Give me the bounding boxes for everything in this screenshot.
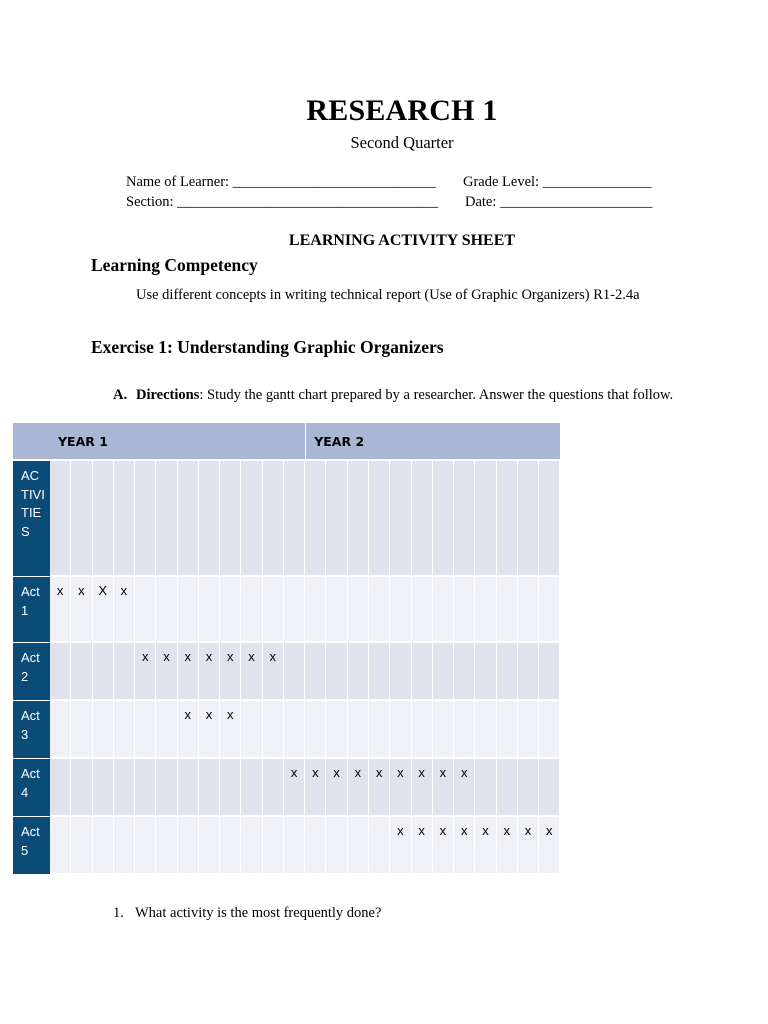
gantt-mark — [114, 817, 135, 875]
gantt-mark — [326, 817, 347, 875]
gantt-mark — [497, 701, 518, 759]
gantt-cell — [93, 461, 114, 577]
gantt-chart — [13, 423, 560, 875]
gantt-mark: x — [156, 643, 177, 701]
gantt-mark — [412, 577, 433, 643]
gantt-mark — [71, 817, 92, 875]
gantt-mark — [93, 759, 114, 817]
directions-item — [113, 386, 679, 404]
gantt-mark — [454, 701, 475, 759]
gantt-mark — [135, 759, 156, 817]
grade-level-field: Grade Level: _______________ — [463, 174, 652, 190]
gantt-mark: x — [433, 817, 454, 875]
gantt-mark — [454, 577, 475, 643]
gantt-mark — [518, 577, 539, 643]
gantt-mark — [114, 759, 135, 817]
gantt-mark — [135, 701, 156, 759]
competency-text: Use different concepts in writing technical report (Use of Graphic Organizers) R1-2.4a — [136, 287, 640, 303]
gantt-cell — [199, 461, 220, 577]
gantt-mark — [518, 643, 539, 701]
gantt-mark — [71, 643, 92, 701]
gantt-mark: x — [497, 817, 518, 875]
gantt-mark — [518, 759, 539, 817]
gantt-cell — [50, 461, 71, 577]
gantt-mark — [369, 817, 390, 875]
gantt-mark: x — [220, 701, 241, 759]
activity-label: Act 4 — [13, 759, 50, 817]
gantt-mark — [497, 577, 518, 643]
gantt-mark: x — [539, 817, 560, 875]
gantt-cell — [369, 461, 390, 577]
gantt-mark — [369, 643, 390, 701]
section-field: Section: ____________________________________ — [126, 194, 439, 210]
gantt-mark: x — [220, 643, 241, 701]
gantt-cell — [348, 461, 369, 577]
gantt-mark — [348, 817, 369, 875]
gantt-mark — [135, 577, 156, 643]
gantt-mark — [539, 701, 560, 759]
exercise-heading: Exercise 1: Understanding Graphic Organizers — [91, 337, 444, 357]
gantt-mark — [348, 577, 369, 643]
gantt-mark — [284, 817, 305, 875]
gantt-mark — [263, 817, 284, 875]
gantt-mark: x — [518, 817, 539, 875]
gantt-mark — [93, 701, 114, 759]
gantt-cell — [454, 461, 475, 577]
activity-label: Act 2 — [13, 643, 50, 701]
gantt-cell — [390, 461, 411, 577]
activity-row — [13, 643, 560, 701]
gantt-cell — [539, 461, 560, 577]
directions-text: : Study the gantt chart prepared by a researcher. Answer the questions that follow. — [199, 387, 674, 403]
gantt-mark — [412, 701, 433, 759]
gantt-mark — [305, 643, 326, 701]
gantt-mark: x — [241, 643, 262, 701]
gantt-mark — [93, 817, 114, 875]
sheet-title: LEARNING ACTIVITY SHEET — [288, 232, 516, 249]
gantt-mark — [263, 577, 284, 643]
gantt-mark — [114, 643, 135, 701]
gantt-cell — [412, 461, 433, 577]
gantt-cell — [178, 461, 199, 577]
gantt-mark — [305, 577, 326, 643]
gantt-mark — [326, 643, 347, 701]
gantt-mark — [50, 643, 71, 701]
gantt-mark — [475, 759, 496, 817]
competency-heading: Learning Competency — [91, 255, 258, 275]
year-header-1: YEAR 1 — [50, 423, 305, 461]
gantt-mark — [390, 643, 411, 701]
gantt-mark — [71, 759, 92, 817]
gantt-mark — [539, 759, 560, 817]
gantt-mark — [156, 577, 177, 643]
question-number: 1. — [113, 905, 124, 921]
gantt-mark: x — [348, 759, 369, 817]
gantt-mark — [348, 643, 369, 701]
gantt-mark: x — [433, 759, 454, 817]
gantt-mark — [433, 701, 454, 759]
activity-label: Act 3 — [13, 701, 50, 759]
gantt-mark — [475, 577, 496, 643]
gantt-mark: x — [178, 643, 199, 701]
gantt-mark: x — [390, 817, 411, 875]
gantt-mark — [305, 817, 326, 875]
gantt-cell — [326, 461, 347, 577]
header-corner — [13, 423, 50, 461]
gantt-mark: x — [263, 643, 284, 701]
gantt-mark: x — [369, 759, 390, 817]
gantt-cell — [156, 461, 177, 577]
gantt-mark — [178, 577, 199, 643]
gantt-mark — [475, 643, 496, 701]
gantt-mark — [518, 701, 539, 759]
gantt-mark — [241, 759, 262, 817]
gantt-mark — [199, 759, 220, 817]
gantt-cell — [433, 461, 454, 577]
gantt-cell — [518, 461, 539, 577]
gantt-mark: x — [326, 759, 347, 817]
gantt-mark — [156, 701, 177, 759]
question-item — [113, 905, 381, 922]
gantt-mark: x — [199, 701, 220, 759]
gantt-mark — [199, 577, 220, 643]
gantt-mark — [305, 701, 326, 759]
activity-row — [13, 759, 560, 817]
learner-name-field: Name of Learner: ____________________________ — [126, 174, 436, 190]
gantt-mark — [241, 577, 262, 643]
gantt-mark — [454, 643, 475, 701]
gantt-cell — [241, 461, 262, 577]
gantt-mark — [433, 577, 454, 643]
gantt-cell — [263, 461, 284, 577]
activities-label: ACTIVITIES — [13, 461, 50, 577]
document-title: RESEARCH 1 — [306, 94, 498, 127]
gantt-mark: x — [199, 643, 220, 701]
gantt-mark — [497, 643, 518, 701]
directions-label: Directions — [136, 387, 200, 403]
gantt-mark — [178, 817, 199, 875]
gantt-mark — [284, 643, 305, 701]
gantt-mark — [475, 701, 496, 759]
gantt-cell — [114, 461, 135, 577]
gantt-mark — [539, 643, 560, 701]
document-subtitle: Second Quarter — [350, 133, 454, 152]
gantt-mark — [412, 643, 433, 701]
gantt-mark — [326, 577, 347, 643]
gantt-mark — [284, 701, 305, 759]
gantt-mark: x — [412, 759, 433, 817]
gantt-mark — [348, 701, 369, 759]
gantt-mark: x — [454, 817, 475, 875]
gantt-mark — [284, 577, 305, 643]
gantt-mark: x — [50, 577, 71, 643]
gantt-mark: x — [71, 577, 92, 643]
gantt-mark: x — [454, 759, 475, 817]
gantt-mark: x — [390, 759, 411, 817]
gantt-cell — [284, 461, 305, 577]
gantt-mark: x — [114, 577, 135, 643]
gantt-mark — [220, 577, 241, 643]
gantt-mark — [539, 577, 560, 643]
gantt-mark — [156, 759, 177, 817]
gantt-cell — [497, 461, 518, 577]
gantt-cell — [220, 461, 241, 577]
gantt-mark — [390, 577, 411, 643]
gantt-mark: x — [178, 701, 199, 759]
gantt-mark — [263, 759, 284, 817]
gantt-mark — [50, 817, 71, 875]
activity-label: Act 1 — [13, 577, 50, 643]
gantt-cell — [305, 461, 326, 577]
gantt-mark — [369, 577, 390, 643]
question-text: What activity is the most frequently done? — [135, 905, 382, 921]
gantt-mark: X — [93, 577, 114, 643]
directions-marker: A. — [113, 387, 128, 403]
activity-row — [13, 577, 560, 643]
gantt-cell — [71, 461, 92, 577]
gantt-mark — [263, 701, 284, 759]
gantt-mark — [220, 759, 241, 817]
gantt-mark — [156, 817, 177, 875]
gantt-mark: x — [412, 817, 433, 875]
gantt-mark — [241, 817, 262, 875]
gantt-mark — [71, 701, 92, 759]
gantt-mark — [199, 817, 220, 875]
gantt-mark — [135, 817, 156, 875]
activity-row — [13, 701, 560, 759]
gantt-mark — [178, 759, 199, 817]
date-field: Date: _____________________ — [465, 194, 653, 210]
gantt-mark — [93, 643, 114, 701]
gantt-mark — [220, 817, 241, 875]
activity-row — [13, 817, 560, 875]
gantt-mark: x — [284, 759, 305, 817]
gantt-mark: x — [305, 759, 326, 817]
gantt-mark — [50, 701, 71, 759]
gantt-mark — [114, 701, 135, 759]
gantt-mark: x — [475, 817, 496, 875]
gantt-mark — [241, 701, 262, 759]
gantt-mark — [433, 643, 454, 701]
gantt-mark — [50, 759, 71, 817]
gantt-cell — [135, 461, 156, 577]
gantt-mark — [390, 701, 411, 759]
year-header-2: YEAR 2 — [305, 423, 560, 461]
gantt-mark — [369, 701, 390, 759]
activity-label: Act 5 — [13, 817, 50, 875]
gantt-cell — [475, 461, 496, 577]
gantt-mark: x — [135, 643, 156, 701]
gantt-mark — [326, 701, 347, 759]
gantt-mark — [497, 759, 518, 817]
